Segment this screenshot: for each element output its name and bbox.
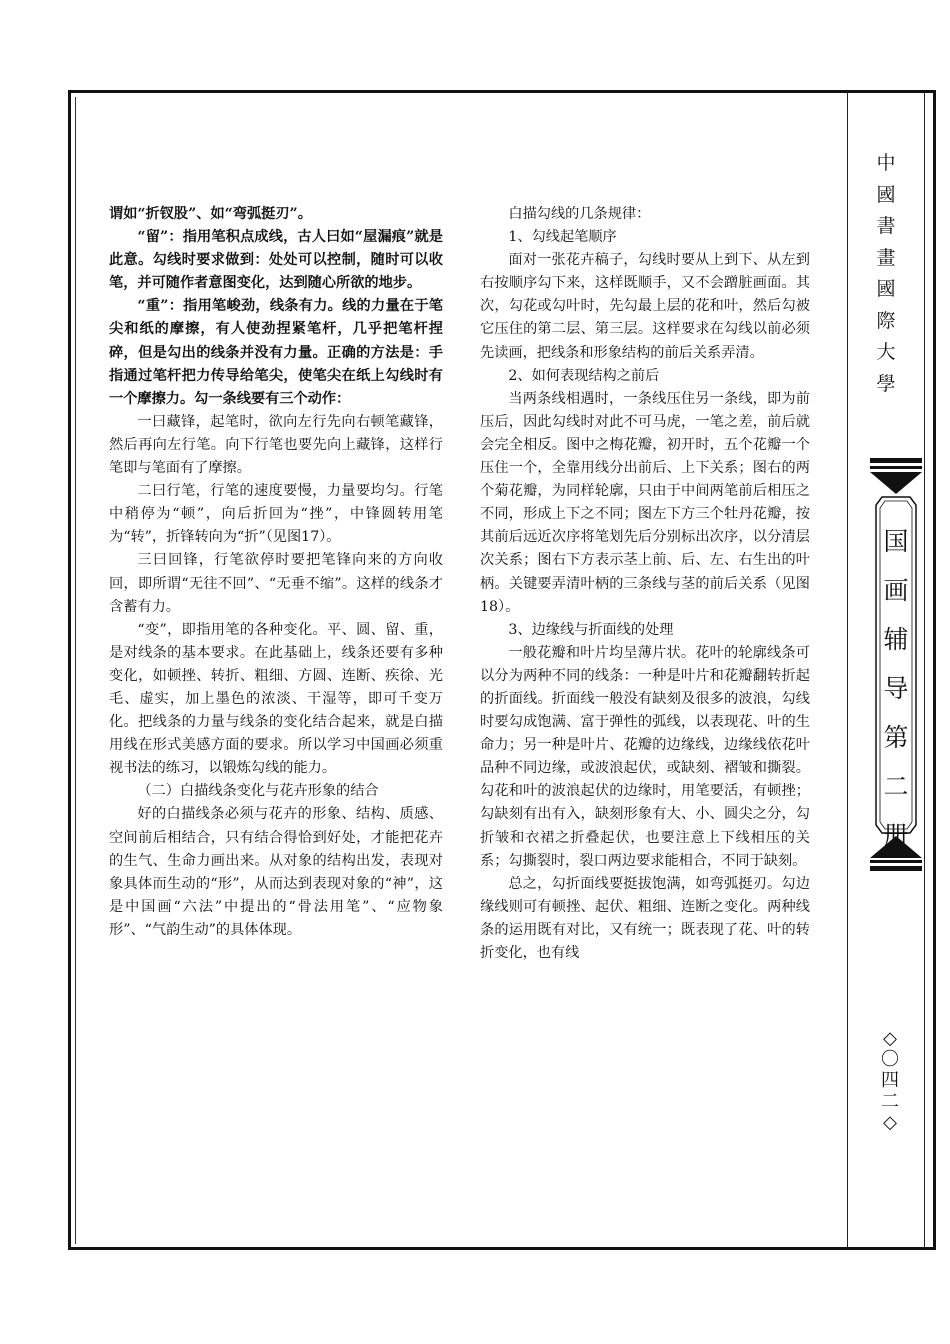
paragraph: “留”：指用笔积点成线，古人曰如“屋漏痕”就是此意。勾线时要求做到：处处可以控制，随时可以收笔，并可随作者意图变化，达到随心所欲的地步。 (109, 229, 443, 292)
page-frame-left (68, 90, 71, 1250)
book-title (874, 517, 918, 860)
title-char: 第 (883, 723, 909, 752)
ornament-bar (870, 458, 922, 463)
section-heading: （二）白描线条变化与花卉形象的结合 (137, 783, 379, 800)
paragraph: 面对一张花卉稿子，勾线时要从上到下、从左到右按顺序勾下来，这样既顺手，又不会蹭脏画面。其次，勾花或勾叶时，先勾最上层的花和叶，然后勾被它压住的第二层、第三层。这样要求在勾线以前必须先读画，把线条和形象结构的前后关系弄清。 (480, 252, 810, 361)
paragraph: 一曰藏锋，起笔时，欲向左行先向右顿笔藏锋，然后再向左行笔。向下行笔也要先向上藏锋，这样行笔即与笔面有了摩擦。 (109, 413, 443, 477)
page-number-char: ◇ (883, 1028, 897, 1049)
ornament-bar (870, 866, 922, 871)
page-number (870, 1028, 910, 1133)
publisher-char: 大 (876, 341, 896, 363)
publisher-name (862, 148, 910, 400)
page-number-char: 〇 (881, 1049, 899, 1070)
ornament-arrow (870, 472, 922, 494)
section-heading: 3、边缘线与折面线的处理 (508, 621, 674, 638)
inner-frame-line (75, 97, 76, 1244)
left-text-column (109, 203, 443, 942)
sidebar-rule-left (847, 93, 848, 1247)
paragraph: “变”，即指用笔的各种变化。平、圆、留、重，是对线条的基本要求。在此基础上，线条还要有多种变化，如顿挫、转折、粗细、方圆、连断、疾徐、光毛、虚实，加上墨色的浓淡、干湿等，即可千变万化。把线条的力量与线条的变化结合起来，就是白描用线在形式美感方面的要求。所以学习中国画必须重视书法的练习，以锻炼勾线的能力。 (109, 621, 443, 777)
page-number-char: 二 (881, 1091, 899, 1112)
publisher-char: 際 (876, 309, 896, 332)
section-heading: 1、勾线起笔顺序 (508, 229, 617, 246)
paragraph: 总之，勾折面线要挺拔饱满，如弯弧挺刃。勾边缘线则可有顿挫、起伏、粗细、连断之变化。两种线条的运用既有对比，又有统一；既表现了花、叶的转折变化，也有线 (480, 875, 810, 961)
publisher-char: 中 (876, 152, 896, 174)
paragraph: 好的白描线条必须与花卉的形象、结构、质感、空间前后相结合，只有结合得恰到好处，才能把花卉的生气、生命力画出来。从对象的结构出发，表现对象具体而生动的“形”，从而达到表现对象的“神”，这是中国画“六法”中提出的“骨法用笔”、“应物象形”、“气韵生动”的具体体现。 (109, 806, 443, 938)
paragraph: 二曰行笔，行笔的速度要慢，力量要均匀。行笔中稍停为“顿”，向后折回为“挫”，中锋圆转用笔为“转”，折锋转向为“折”（见图17）。 (109, 483, 443, 546)
publisher-char: 國 (876, 183, 896, 206)
paragraph: “重”：指用笔峻劲，线条有力。线的力量在于笔尖和纸的摩擦，有人使劲捏紧笔杆，几乎把笔杆捏碎，但是勾出的线条并没有力量。正确的方法是：手指通过笔杆把力传导给笔尖，使笔尖在纸上勾线时有一个摩擦力。勾一条线要有三个动作： (109, 298, 443, 407)
paragraph: 白描勾线的几条规律： (508, 206, 651, 222)
page-number-char: 四 (881, 1070, 899, 1091)
publisher-char: 書 (876, 215, 896, 237)
page-number-char: ◇ (883, 1112, 897, 1133)
publisher-char: 國 (876, 278, 896, 300)
title-char: 二 (883, 772, 909, 801)
publisher-char: 畫 (876, 246, 896, 269)
ornament-bar (870, 860, 922, 863)
title-char: 国 (883, 527, 909, 556)
ornament-arrow (870, 836, 922, 858)
title-char: 辅 (883, 625, 909, 654)
paragraph: 当两条线相遇时，一条线压住另一条线，即为前压后，因此勾线时对此不可马虎，一笔之差，前后就会完全相反。图中之梅花瓣，初开时，五个花瓣一个压住一个，全靠用线分出前后、上下关系；图右的两个菊花瓣，为同样轮廓，只由于中间两笔前后相压之不同，形成上下之不同；图左下方三个牡丹花瓣，按其前后远近次序将笔划先后分别标出次序，以分清层次关系；图右下方表示茎上前、后、左、右生出的叶柄。关键要弄清叶柄的三条线与茎的前后关系（见图18）。 (480, 390, 810, 615)
sidebar-rule-right (924, 93, 925, 1247)
page-frame-bottom (68, 1247, 936, 1250)
paragraph: 三曰回锋，行笔欲停时要把笔锋向来的方向收回，即所谓“无往不回”、“无垂不缩”。这样的线条才含蓄有力。 (109, 552, 443, 615)
right-text-column (480, 203, 810, 965)
publisher-char: 學 (876, 372, 896, 395)
paragraph: 一般花瓣和叶片均呈薄片状。花叶的轮廓线条可以分为两种不同的线条：一种是叶片和花瓣翻转折起的折面线。折面线一般没有缺刻及很多的波浪，勾线时要勾成饱满、富于弹性的弧线，以表现花、叶的生命力；另一种是叶片、花瓣的边缘线，边缘线依花叶品种不同边缘，或波浪起伏，或缺刻、褶皱和撕裂。勾花和叶的波浪起伏的边缘时，用笔要活，有顿挫；勾缺刻有出有入，缺刻形象有大、小、圆尖之分，勾折皱和衣裙之折叠起伏，也要注意上下线相压的关系；勾撕裂时，裂口两边要求能相合，不同于缺刻。 (480, 644, 810, 869)
section-heading: 2、如何表现结构之前后 (508, 367, 660, 384)
title-char: 册 (883, 821, 909, 850)
page-frame-top (68, 90, 936, 93)
page-frame-right (933, 90, 936, 1250)
paragraph: 谓如“折钗股”、如“弯弧挺刃”。 (109, 206, 312, 222)
book-title-box (874, 495, 918, 850)
ornament-bar (870, 466, 922, 469)
title-char: 导 (883, 674, 909, 703)
title-char: 画 (883, 576, 909, 605)
